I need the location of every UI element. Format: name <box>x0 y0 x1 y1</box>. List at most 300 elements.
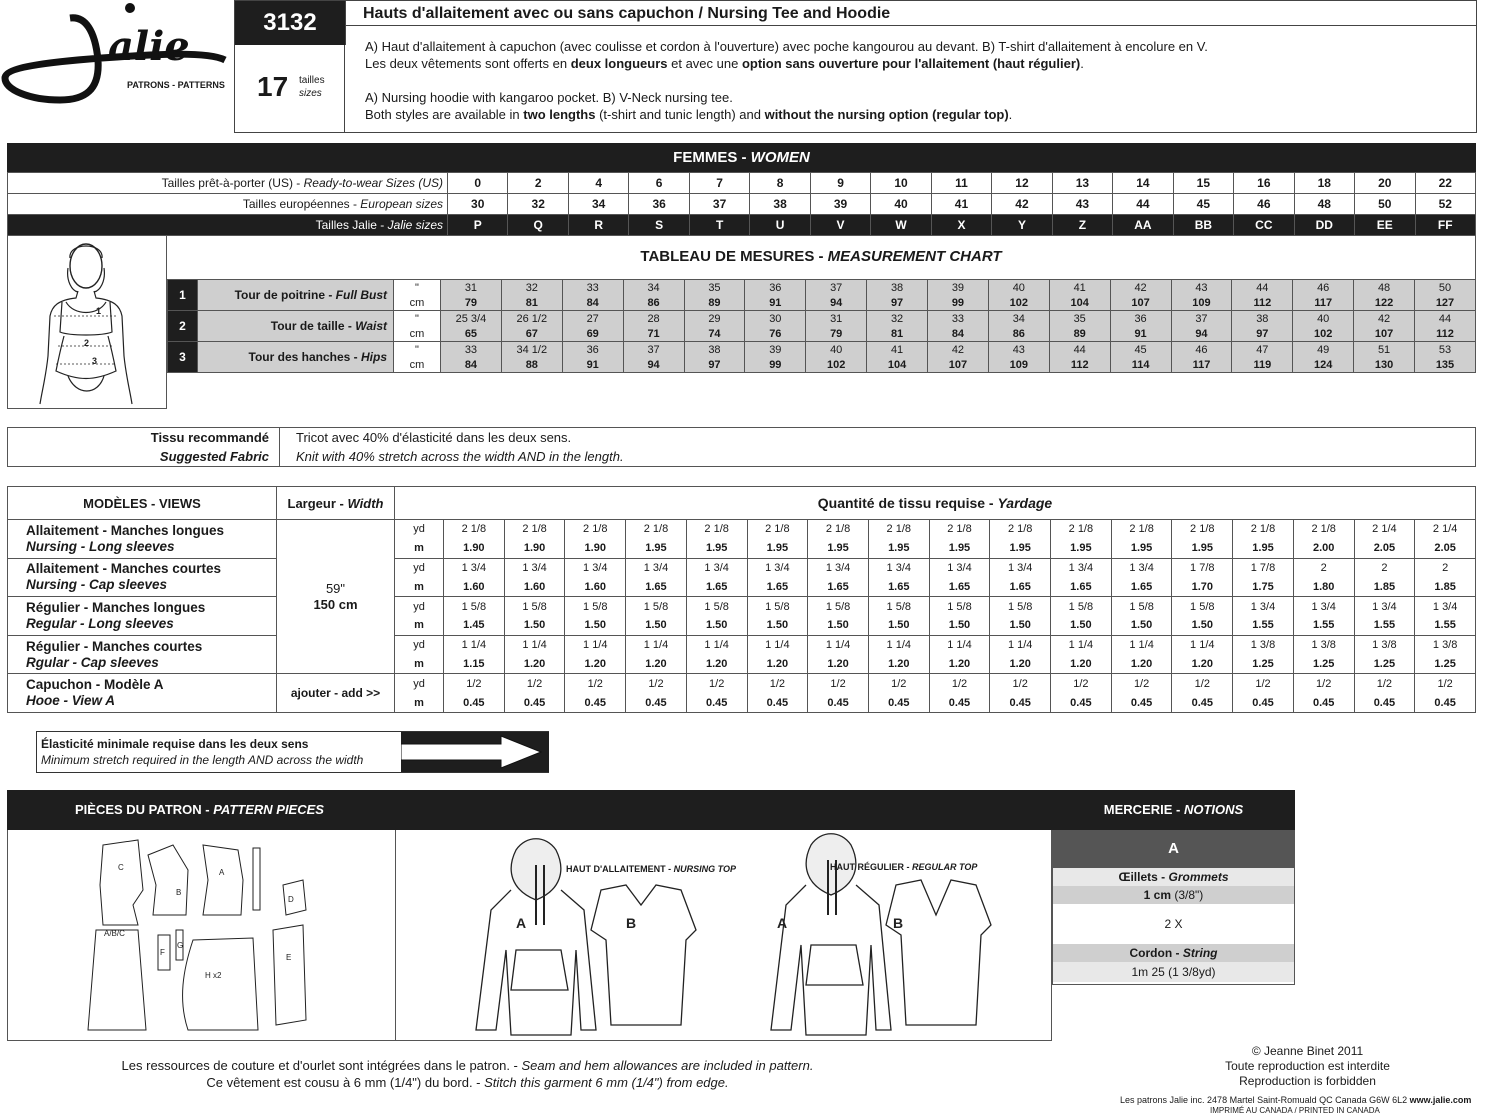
size-cell: 42 <box>992 194 1052 215</box>
views-header: MODÈLES - VIEWS <box>8 487 277 520</box>
yardage-cell: 1.95 <box>626 539 687 558</box>
measure-cell: 37 <box>806 280 867 296</box>
grommets-size: 1 cm (3/8") <box>1053 886 1294 904</box>
size-cell: 18 <box>1294 173 1354 194</box>
yardage-cell: 1.90 <box>565 539 626 558</box>
yardage-cell: 0.45 <box>747 693 808 712</box>
measure-num: 1 <box>168 280 198 311</box>
grommets-label: Œillets - Grommets <box>1053 868 1294 886</box>
pattern-number: 3132 <box>235 1 345 45</box>
yardage-cell: 1 5/8 <box>1111 597 1172 616</box>
desc-en-1: A) Nursing hoodie with kangaroo pocket. B) V-Neck nursing tee. <box>365 90 733 105</box>
yardage-cell: 1 5/8 <box>1051 597 1112 616</box>
piece-label-b: B <box>176 888 182 897</box>
body-figure-icon <box>8 236 166 408</box>
svg-text:alie: alie <box>108 23 190 70</box>
measure-cell: 35 <box>1049 311 1110 327</box>
measure-cell: 109 <box>988 357 1049 373</box>
size-cell: Q <box>508 215 568 236</box>
measure-cell: 99 <box>745 357 806 373</box>
yardage-cell: 1 3/4 <box>1233 597 1294 616</box>
measure-cell: 39 <box>928 280 989 296</box>
size-cell: Y <box>992 215 1052 236</box>
size-label-en: sizes <box>299 88 322 99</box>
measure-cell: 35 <box>684 280 745 296</box>
size-cell: 38 <box>750 194 810 215</box>
yardage-cell: 1.65 <box>808 577 869 596</box>
yardage-cell: 1/2 <box>626 674 687 693</box>
size-cell: W <box>871 215 931 236</box>
measure-cell: 27 <box>562 311 623 327</box>
measure-cell: 53 <box>1415 342 1476 358</box>
measure-cell: 36 <box>1110 311 1171 327</box>
yardage-cell: 1.95 <box>929 539 990 558</box>
measure-cell: 49 <box>1293 342 1354 358</box>
yardage-cell: 1.55 <box>1233 616 1294 635</box>
yardage-cell: 1/2 <box>444 674 505 693</box>
size-cell: 32 <box>508 194 568 215</box>
measure-cell: 94 <box>806 295 867 311</box>
yardage-cell: 1.95 <box>990 539 1051 558</box>
yardage-cell: 2.00 <box>1293 539 1354 558</box>
yardage-cell: 1.95 <box>1051 539 1112 558</box>
measure-cell: 127 <box>1415 295 1476 311</box>
website-link[interactable]: www.jalie.com <box>1409 1095 1472 1105</box>
yardage-cell: 1/2 <box>686 674 747 693</box>
jalie-logo-icon <box>0 0 232 110</box>
measure-cell: 114 <box>1110 357 1171 373</box>
measure-cell: 71 <box>623 326 684 342</box>
measure-cell: 102 <box>988 295 1049 311</box>
footer-line-2: Ce vêtement est cousu à 6 mm (1/4") du bord. - Stitch this garment 6 mm (1/4") from edge. <box>206 1075 729 1090</box>
yardage-cell: 1 3/4 <box>686 558 747 577</box>
size-row-jalie <box>8 215 1476 236</box>
yardage-cell: 0.45 <box>626 693 687 712</box>
measure-row <box>168 311 1476 327</box>
measure-cell: 46 <box>1171 342 1232 358</box>
measure-cell: 48 <box>1354 280 1415 296</box>
yardage-cell: 1.25 <box>1354 655 1415 674</box>
measure-cell: 81 <box>867 326 928 342</box>
size-cell: 30 <box>448 194 508 215</box>
notions-header: MERCERIE - NOTIONS <box>1052 790 1295 830</box>
yardage-cell: 0.45 <box>1354 693 1415 712</box>
yardage-cell: 1 5/8 <box>504 597 565 616</box>
yardage-cell: 1.20 <box>747 655 808 674</box>
measure-cell: 34 <box>988 311 1049 327</box>
measure-cell: 112 <box>1049 357 1110 373</box>
unit-yd: yd <box>395 520 444 539</box>
piece-label-e: E <box>286 953 292 962</box>
yardage-cell: 1 1/4 <box>1111 635 1172 654</box>
view-label: Allaitement - Manches longues Nursing - Long sleeves <box>8 520 277 559</box>
measure-cell: 122 <box>1354 295 1415 311</box>
yardage-cell: 1 1/4 <box>1172 635 1233 654</box>
measure-cell: 33 <box>928 311 989 327</box>
size-cell: 22 <box>1415 173 1476 194</box>
piece-label-a: A <box>219 868 225 877</box>
piece-label-c: C <box>118 863 124 872</box>
unit-m: m <box>395 693 444 712</box>
yardage-cell: 0.45 <box>1111 693 1172 712</box>
yardage-cell: 1.50 <box>868 616 929 635</box>
measure-cell: 37 <box>623 342 684 358</box>
size-row-eu <box>8 194 1476 215</box>
measure-cell: 31 <box>806 311 867 327</box>
yardage-cell: 1/2 <box>1233 674 1294 693</box>
width-header: Largeur - Width <box>277 487 395 520</box>
measure-cell: 89 <box>684 295 745 311</box>
size-cell: 11 <box>931 173 991 194</box>
size-cell: Z <box>1052 215 1112 236</box>
measure-cell: 130 <box>1354 357 1415 373</box>
measure-cell: 38 <box>1232 311 1293 327</box>
yardage-cell: 1.95 <box>808 539 869 558</box>
yardage-cell: 1.90 <box>504 539 565 558</box>
measure-cell: 38 <box>867 280 928 296</box>
copyright: © Jeanne Binet 2011 <box>1251 1044 1364 1058</box>
size-cell: U <box>750 215 810 236</box>
size-cell: T <box>689 215 749 236</box>
yardage-row <box>8 597 1476 616</box>
yardage-cell: 1 3/4 <box>565 558 626 577</box>
stretch-arrow-icon <box>401 732 549 772</box>
yardage-cell: 1.50 <box>565 616 626 635</box>
measure-num: 3 <box>168 342 198 373</box>
yardage-cell: 0.45 <box>1415 693 1476 712</box>
yardage-cell: 1.50 <box>1111 616 1172 635</box>
measure-cell: 41 <box>1049 280 1110 296</box>
size-cell: 46 <box>1234 194 1294 215</box>
yardage-cell: 1 3/4 <box>1051 558 1112 577</box>
measure-cell: 97 <box>1232 326 1293 342</box>
address: Les patrons Jalie inc. 2478 Martel Saint-Romuald QC Canada G6W 6L2 www.jalie.com <box>1120 1095 1472 1105</box>
measure-cell: 44 <box>1232 280 1293 296</box>
measure-cell: 74 <box>684 326 745 342</box>
yardage-cell: 1 5/8 <box>626 597 687 616</box>
yardage-cell: 1.20 <box>504 655 565 674</box>
measure-cell: 47 <box>1232 342 1293 358</box>
yardage-cell: 1 3/4 <box>868 558 929 577</box>
printed-in: IMPRIMÉ AU CANADA / PRINTED IN CANADA <box>1210 1106 1380 1115</box>
measure-cell: 76 <box>745 326 806 342</box>
yardage-cell: 1 5/8 <box>565 597 626 616</box>
fabric-text-en: Knit with 40% stretch across the width AND in the length. <box>296 449 624 464</box>
unit-m: m <box>395 577 444 596</box>
yardage-cell: 1 3/4 <box>1354 597 1415 616</box>
measure-cell: 67 <box>501 326 562 342</box>
measure-cell: 36 <box>562 342 623 358</box>
yardage-cell: 2 1/8 <box>747 520 808 539</box>
measure-cell: 30 <box>745 311 806 327</box>
yardage-cell: 1.60 <box>444 577 505 596</box>
yardage-cell: 2.05 <box>1415 539 1476 558</box>
yardage-cell: 1 1/4 <box>1051 635 1112 654</box>
regular-top-label: HAUT RÉGULIER - REGULAR TOP <box>830 862 978 872</box>
measure-cell: 26 1/2 <box>501 311 562 327</box>
unit-cm: cm <box>394 357 441 373</box>
yardage-cell: 1.25 <box>1293 655 1354 674</box>
yardage-row <box>8 674 1476 693</box>
yardage-cell: 1.50 <box>929 616 990 635</box>
yardage-cell: 1 3/4 <box>1111 558 1172 577</box>
size-cell: 40 <box>871 194 931 215</box>
yardage-cell: 1.20 <box>626 655 687 674</box>
measure-cell: 32 <box>867 311 928 327</box>
measure-cell: 28 <box>623 311 684 327</box>
yardage-cell: 2 1/8 <box>444 520 505 539</box>
size-cell: X <box>931 215 991 236</box>
measure-num: 2 <box>168 311 198 342</box>
svg-text:2: 2 <box>84 338 90 348</box>
yardage-cell: 0.45 <box>1233 693 1294 712</box>
measure-cell: 33 <box>562 280 623 296</box>
yardage-cell: 2 <box>1415 558 1476 577</box>
yardage-cell: 1.65 <box>1051 577 1112 596</box>
measure-cell: 97 <box>867 295 928 311</box>
yardage-cell: 1.65 <box>626 577 687 596</box>
yardage-cell: 1 1/4 <box>868 635 929 654</box>
copyright-box <box>1170 1044 1445 1089</box>
measure-cell: 109 <box>1171 295 1232 311</box>
footer-notes <box>0 1057 935 1091</box>
measure-cell: 34 1/2 <box>501 342 562 358</box>
yardage-cell: 1 3/8 <box>1293 635 1354 654</box>
measure-cell: 107 <box>1110 295 1171 311</box>
measure-row <box>168 280 1476 296</box>
size-cell: 44 <box>1113 194 1173 215</box>
regular-view-a: A <box>777 915 788 931</box>
yardage-cell: 1.65 <box>929 577 990 596</box>
piece-label-f: F <box>160 948 165 957</box>
measure-label: Tour de poitrine - Full Bust <box>198 280 394 311</box>
yardage-table <box>7 486 1476 713</box>
size-cell: 20 <box>1355 173 1415 194</box>
measure-cell: 99 <box>928 295 989 311</box>
yardage-cell: 1.55 <box>1415 616 1476 635</box>
pattern-pieces-icon <box>8 830 395 1040</box>
yardage-cell: 1.65 <box>868 577 929 596</box>
measure-cell: 97 <box>684 357 745 373</box>
jalie-logo <box>0 0 232 110</box>
measure-cell: 84 <box>441 357 502 373</box>
yardage-cell: 0.45 <box>1051 693 1112 712</box>
yardage-cell: 2 1/8 <box>1233 520 1294 539</box>
size-count-box <box>235 45 345 133</box>
yardage-row <box>8 520 1476 539</box>
yardage-cell: 1 7/8 <box>1233 558 1294 577</box>
size-cell: 39 <box>810 194 870 215</box>
desc-en-2: Both styles are available in two lengths (t-shirt and tunic length) and without the nursing option (regular top). <box>365 107 1013 122</box>
pieces-header: PIÈCES DU PATRON - PATTERN PIECES <box>7 790 1052 830</box>
measure-cell: 46 <box>1293 280 1354 296</box>
yardage-cell: 2 1/8 <box>1172 520 1233 539</box>
measure-cell: 107 <box>1354 326 1415 342</box>
size-cell: 50 <box>1355 194 1415 215</box>
unit-cm: cm <box>394 295 441 311</box>
size-table <box>7 172 1476 236</box>
yardage-cell: 1.20 <box>1172 655 1233 674</box>
size-cell: 6 <box>629 173 689 194</box>
measure-cell: 29 <box>684 311 745 327</box>
yardage-cell: 2 <box>1293 558 1354 577</box>
yardage-cell: 1/2 <box>929 674 990 693</box>
yardage-row <box>8 635 1476 654</box>
women-header: FEMMES - WOMEN <box>7 143 1476 172</box>
size-cell: 37 <box>689 194 749 215</box>
size-cell: 9 <box>810 173 870 194</box>
grommets-qty: 2 X <box>1164 917 1183 931</box>
unit-yd: yd <box>395 597 444 616</box>
yardage-cell: 2 1/4 <box>1354 520 1415 539</box>
yardage-cell: 1 5/8 <box>444 597 505 616</box>
measure-cell: 86 <box>988 326 1049 342</box>
yardage-cell: 1 3/4 <box>444 558 505 577</box>
yardage-cell: 2 1/8 <box>990 520 1051 539</box>
yardage-cell: 1.95 <box>1233 539 1294 558</box>
unit-yd: yd <box>395 558 444 577</box>
yardage-cell: 1 1/4 <box>808 635 869 654</box>
measure-cell: 135 <box>1415 357 1476 373</box>
yardage-cell: 1 5/8 <box>747 597 808 616</box>
yardage-cell: 2 1/8 <box>504 520 565 539</box>
size-cell: CC <box>1234 215 1294 236</box>
measure-label: Tour des hanches - Hips <box>198 342 394 373</box>
measure-cell: 84 <box>562 295 623 311</box>
measure-cell: 81 <box>501 295 562 311</box>
measure-cell: 94 <box>1171 326 1232 342</box>
measure-cell: 45 <box>1110 342 1171 358</box>
size-cell: 15 <box>1173 173 1233 194</box>
yardage-cell: 1.20 <box>565 655 626 674</box>
pieces-box <box>7 830 1052 1041</box>
yardage-title: Quantité de tissu requise - Yardage <box>395 487 1476 520</box>
string-label: Cordon - String <box>1053 944 1294 962</box>
size-cell: 2 <box>508 173 568 194</box>
fabric-label-fr: Tissu recommandé <box>150 430 269 445</box>
yardage-cell: 2 1/8 <box>929 520 990 539</box>
figure-box <box>7 235 167 409</box>
header-box <box>234 0 1477 133</box>
size-row-jalie-label: Tailles Jalie - Jalie sizes <box>8 215 448 236</box>
yardage-cell: 2 1/8 <box>565 520 626 539</box>
measure-cell: 104 <box>867 357 928 373</box>
size-label-fr: tailles <box>299 75 325 86</box>
yardage-cell: 1 5/8 <box>868 597 929 616</box>
size-cell: 13 <box>1052 173 1112 194</box>
measure-cell: 25 3/4 <box>441 311 502 327</box>
size-cell: P <box>448 215 508 236</box>
yardage-cell: 2 1/8 <box>1293 520 1354 539</box>
yardage-cell: 1.20 <box>990 655 1051 674</box>
yardage-cell: 1.95 <box>1172 539 1233 558</box>
yardage-cell: 1.50 <box>626 616 687 635</box>
yardage-cell: 1 3/4 <box>504 558 565 577</box>
unit-m: m <box>395 539 444 558</box>
measure-cell: 33 <box>441 342 502 358</box>
logo-subtitle: PATRONS - PATTERNS <box>127 80 225 90</box>
yardage-cell: 1/2 <box>990 674 1051 693</box>
measure-cell: 91 <box>1110 326 1171 342</box>
yardage-cell: 1.25 <box>1233 655 1294 674</box>
stretch-fr: Élasticité minimale requise dans les deux sens <box>41 737 309 751</box>
footer-line-1: Les ressources de couture et d'ourlet sont intégrées dans le patron. - Seam and hem allowances are included in pattern. <box>121 1058 814 1073</box>
fabric-text-fr: Tricot avec 40% d'élasticité dans les deux sens. <box>296 430 572 445</box>
yardage-cell: 2 1/8 <box>686 520 747 539</box>
size-cell: 45 <box>1173 194 1233 215</box>
size-cell: 16 <box>1234 173 1294 194</box>
measure-cell: 44 <box>1049 342 1110 358</box>
yardage-cell: 1 5/8 <box>929 597 990 616</box>
size-cell: S <box>629 215 689 236</box>
yardage-cell: 1 3/8 <box>1233 635 1294 654</box>
yardage-cell: 1 1/4 <box>929 635 990 654</box>
measure-cell: 88 <box>501 357 562 373</box>
piece-label-abc: A/B/C <box>104 929 125 938</box>
svg-text:1: 1 <box>96 306 102 316</box>
description <box>365 38 1208 123</box>
measure-cell: 104 <box>1049 295 1110 311</box>
yardage-cell: 1 1/4 <box>444 635 505 654</box>
measure-cell: 91 <box>562 357 623 373</box>
measure-cell: 124 <box>1293 357 1354 373</box>
notions-col: A <box>1053 830 1294 868</box>
yardage-cell: 1.75 <box>1233 577 1294 596</box>
measurement-title: TABLEAU DE MESURES - MEASUREMENT CHART <box>167 235 1476 279</box>
measure-cell: 34 <box>623 280 684 296</box>
view-label: Régulier - Manches longues Regular - Long sleeves <box>8 597 277 636</box>
yardage-cell: 1.55 <box>1293 616 1354 635</box>
yardage-cell: 1.60 <box>504 577 565 596</box>
measure-cell: 43 <box>1171 280 1232 296</box>
measure-cell: 107 <box>928 357 989 373</box>
yardage-cell: 1 3/4 <box>626 558 687 577</box>
measure-cell: 79 <box>806 326 867 342</box>
yardage-cell: 1 3/8 <box>1415 635 1476 654</box>
yardage-cell: 1/2 <box>868 674 929 693</box>
yardage-cell: 1.95 <box>1111 539 1172 558</box>
size-row-us-label: Tailles prêt-à-porter (US) - Ready-to-wear Sizes (US) <box>8 173 448 194</box>
yardage-cell: 1 1/4 <box>686 635 747 654</box>
yardage-cell: 2 1/8 <box>808 520 869 539</box>
yardage-cell: 1.50 <box>686 616 747 635</box>
measure-cell: 50 <box>1415 280 1476 296</box>
yardage-cell: 1/2 <box>747 674 808 693</box>
measure-cell: 38 <box>684 342 745 358</box>
yardage-cell: 1/2 <box>808 674 869 693</box>
yardage-cell: 1 3/4 <box>1293 597 1354 616</box>
measure-cell: 31 <box>441 280 502 296</box>
yardage-cell: 1 5/8 <box>990 597 1051 616</box>
measure-cell: 112 <box>1415 326 1476 342</box>
measure-cell: 84 <box>928 326 989 342</box>
yardage-cell: 1.65 <box>990 577 1051 596</box>
size-cell: R <box>568 215 628 236</box>
size-cell: 43 <box>1052 194 1112 215</box>
yardage-cell: 1.20 <box>929 655 990 674</box>
measure-cell: 41 <box>867 342 928 358</box>
string-length: 1m 25 (1 3/8yd) <box>1053 962 1294 982</box>
size-cell: 12 <box>992 173 1052 194</box>
yardage-cell: 1.50 <box>1051 616 1112 635</box>
notions-box <box>1052 830 1295 985</box>
yardage-cell: 0.45 <box>565 693 626 712</box>
view-label: Allaitement - Manches courtes Nursing - Cap sleeves <box>8 558 277 597</box>
rights-fr: Toute reproduction est interdite <box>1225 1059 1390 1073</box>
measure-cell: 40 <box>1293 311 1354 327</box>
yardage-cell: 1.95 <box>868 539 929 558</box>
yardage-cell: 1.90 <box>444 539 505 558</box>
